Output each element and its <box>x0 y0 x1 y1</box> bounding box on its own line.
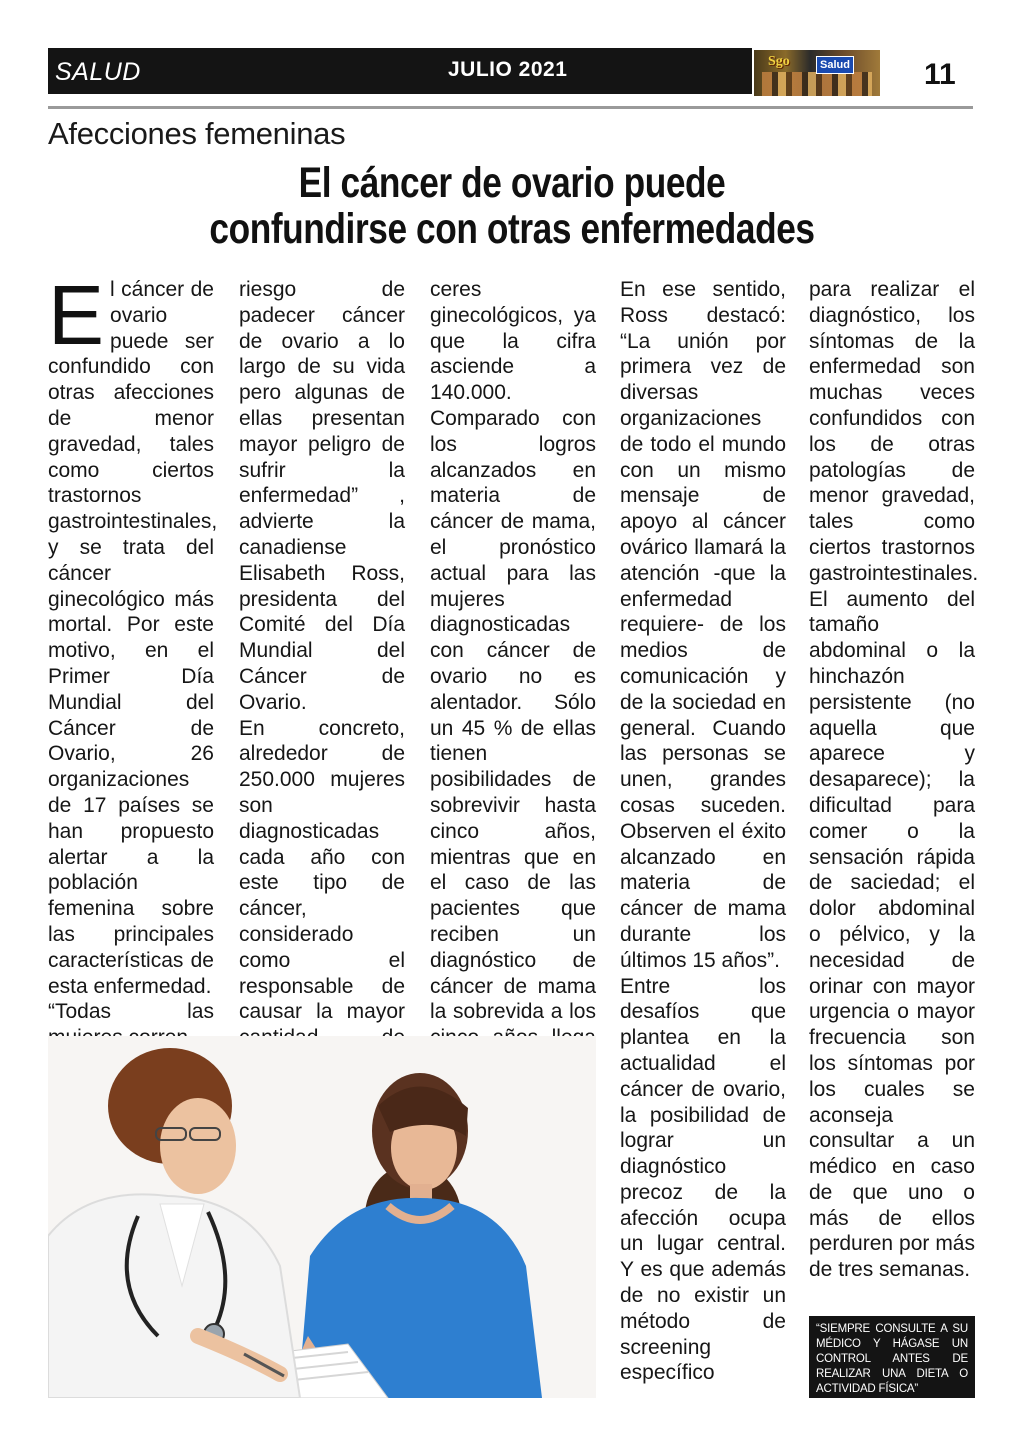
paragraph: riesgo de padecer cáncer de ovario a lo largo de su vida pero algunas de ellas presentan mayor peligro de sufrir la enfermedad” , advierte la canadiense Elisabeth Ross, presidenta del Comité del Día Mundial del Cáncer de Ovario. <box>239 278 405 714</box>
article-column-2 <box>239 277 405 1103</box>
logo-figures <box>762 72 872 96</box>
paragraph: El aumento del tamaño abdominal o la hinchazón persistente (no aquella que aparece y desaparece); la dificultad para comer o la sensación rápida de saciedad; el dolor abdominal o pélvico, y la necesidad de orinar con mayor urgencia o mayor frecuencia son los síntomas por los cuales se aconseja consultar a un médico en caso de que uno o más de ellos perduren por más de tres semanas. <box>809 587 975 1282</box>
logo-badge: Salud <box>816 56 854 74</box>
header-divider <box>48 106 973 109</box>
section-label: SALUD <box>55 58 141 86</box>
photo-illustration <box>48 1036 596 1398</box>
header-bar <box>48 48 752 94</box>
headline-line-2: confundirse con otras enfermedades <box>209 205 815 253</box>
article-column-5 <box>809 277 979 1283</box>
drop-cap: E <box>48 268 105 362</box>
page-number: 11 <box>924 58 956 91</box>
paragraph: ceres ginecológicos, ya que la cifra asciende a 140.000. <box>430 278 596 405</box>
paragraph: Comparado con los logros alcanzados en materia de cáncer de mama, el pronóstico actual para las mujeres diagnosticadas con cáncer de ovario no es alentador. Sólo un 45 % de ellas tienen posibilidades de sobrevivir hasta cinco años, mientras que en el caso de las pacientes que reciben un diagnóstico de cáncer de mama la sobrevida a los <box>430 406 596 1024</box>
logo-text: Sgo <box>768 54 790 69</box>
doctor-patient-photo <box>48 1036 596 1398</box>
paragraph: para realizar el diagnóstico, los síntomas de la enfermedad son muchas veces confundidos con los de otras patologías de menor gravedad, tales como ciertos trastornos gastrointestinales. <box>809 278 979 585</box>
paragraph: “Todas las <box>48 1000 214 1024</box>
paragraph: En concreto, alrededor de 250.000 mujeres son diagnosticadas cada año con este tipo de cáncer, considerado como el responsable de causar la mayor <box>239 716 405 1024</box>
section-kicker: Afecciones femeninas <box>48 116 346 151</box>
paragraph: En ese sentido, Ross destacó: “La unión por primera vez de diversas organizaciones de todo el mundo con un mismo mensaje de apoyo al cáncer ovárico llamará la atención -que la enfermedad requiere- de los medios de comunicación y de la sociedad en general. Cuando las personas se unen, grandes cosas suceden. Observen el éxito alcanzado en materia de cáncer de mama durante los últimos 15 años”. <box>620 278 786 972</box>
article-column-3 <box>430 277 596 1077</box>
paragraph: l cáncer de ovario puede ser confundido con otras afecciones de menor gravedad, tales como ciertos trastornos gastrointestinales, y se trata del cáncer ginecológico más mortal. Por este motivo, en el Primer Día Mundial del Cáncer de Ovario, 26 organizaciones de 17 países se han propuesto alertar a la población femenina sobre las principales características de esta enfermedad. <box>48 278 218 998</box>
article-headline <box>174 160 850 252</box>
article-column-1 <box>48 268 218 1051</box>
paragraph: Entre los desafíos que plantea en la actualidad el cáncer de ovario, la posibilidad de lograr un diagnóstico precoz de la afección ocupa un lugar central. Y es que además de no existir un método de screening específico <box>620 974 786 1385</box>
article-column-4 <box>620 277 786 1386</box>
advice-callout: “SIEMPRE CONSULTE A SU MÉDICO Y HÁGASE UN CONTROL ANTES DE REALIZAR UNA DIETA O ACTIVIDAD FÍSICA” <box>809 1316 975 1398</box>
publication-logo <box>754 50 880 96</box>
issue-date: JULIO 2021 <box>448 58 568 81</box>
headline-line-1: El cáncer de ovario puede <box>298 159 726 207</box>
